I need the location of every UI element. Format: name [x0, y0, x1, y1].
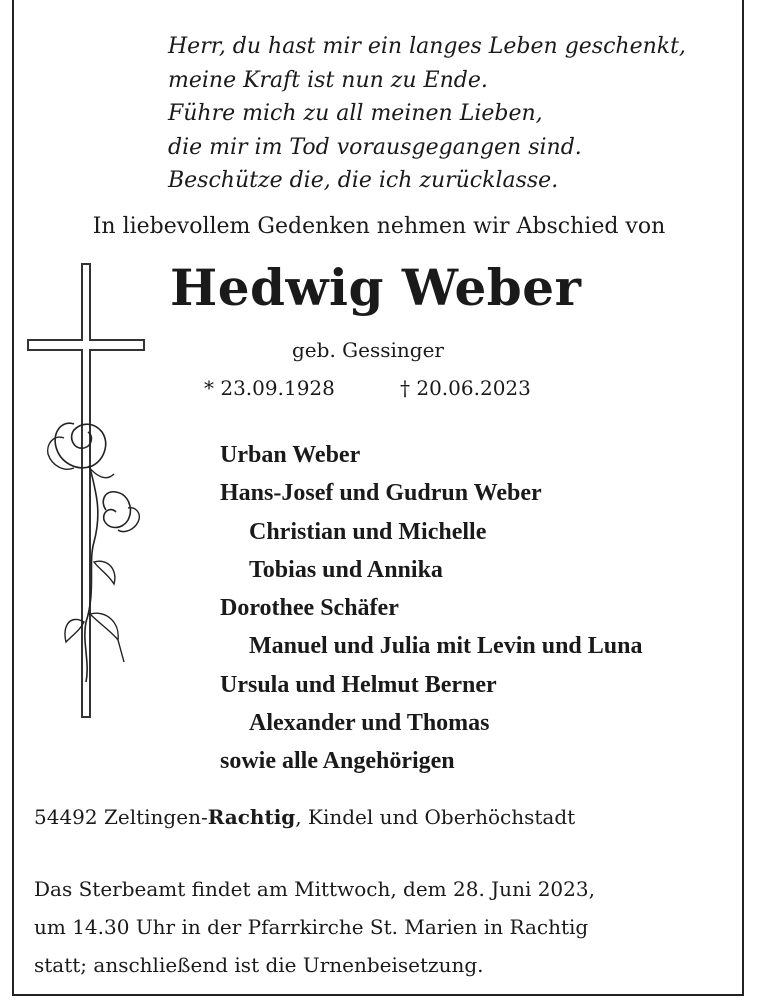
location-highlight: Rachtig: [207, 805, 296, 829]
mourner-entry: Manuel und Julia mit Levin und Luna: [249, 633, 643, 660]
service-line: um 14.30 Uhr in der Pfarrkirche St. Marien in Rachtig: [34, 915, 589, 939]
mourner-entry: Alexander und Thomas: [249, 710, 490, 737]
poem-line: meine Kraft ist nun zu Ende.: [168, 67, 488, 93]
poem-line: Beschütze die, die ich zurücklasse.: [168, 168, 559, 193]
poem-line: die mir im Tod vorausgegangen sind.: [168, 134, 582, 160]
mourners-list: [220, 436, 642, 781]
service-info: [34, 870, 595, 984]
mourner-entry: Tobias und Annika: [249, 556, 443, 583]
mourner-entry: Urban Weber: [220, 442, 361, 468]
mourner-entry: sowie alle Angehörigen: [220, 748, 455, 775]
cross-with-roses-icon: [24, 262, 154, 762]
poem-line: Herr, du hast mir ein langes Leben geschenkt,: [168, 34, 686, 59]
deceased-name: Hedwig Weber: [170, 258, 582, 317]
service-line: statt; anschließend ist die Urnenbeisetzung.: [34, 953, 484, 977]
death-date: † 20.06.2023: [400, 376, 531, 400]
location-prefix: 54492 Zeltingen-: [34, 805, 208, 829]
intro-text: In liebevollem Gedenken nehmen wir Abschied von: [92, 214, 666, 239]
birth-name: geb. Gessinger: [292, 338, 444, 362]
mourner-entry: Christian und Michelle: [249, 518, 487, 545]
location-line: [34, 805, 575, 829]
mourner-entry: Ursula und Helmut Berner: [220, 671, 497, 698]
mourner-entry: Hans-Josef und Gudrun Weber: [220, 480, 542, 507]
mourner-entry: Dorothee Schäfer: [220, 595, 399, 622]
birth-date: * 23.09.1928: [204, 376, 335, 400]
memorial-poem: [168, 30, 686, 198]
location-suffix: , Kindel und Oberhöchstadt: [295, 805, 576, 829]
poem-line: Führe mich zu all meinen Lieben,: [168, 101, 543, 126]
service-line: Das Sterbeamt findet am Mittwoch, dem 28. Juni 2023,: [34, 877, 595, 901]
